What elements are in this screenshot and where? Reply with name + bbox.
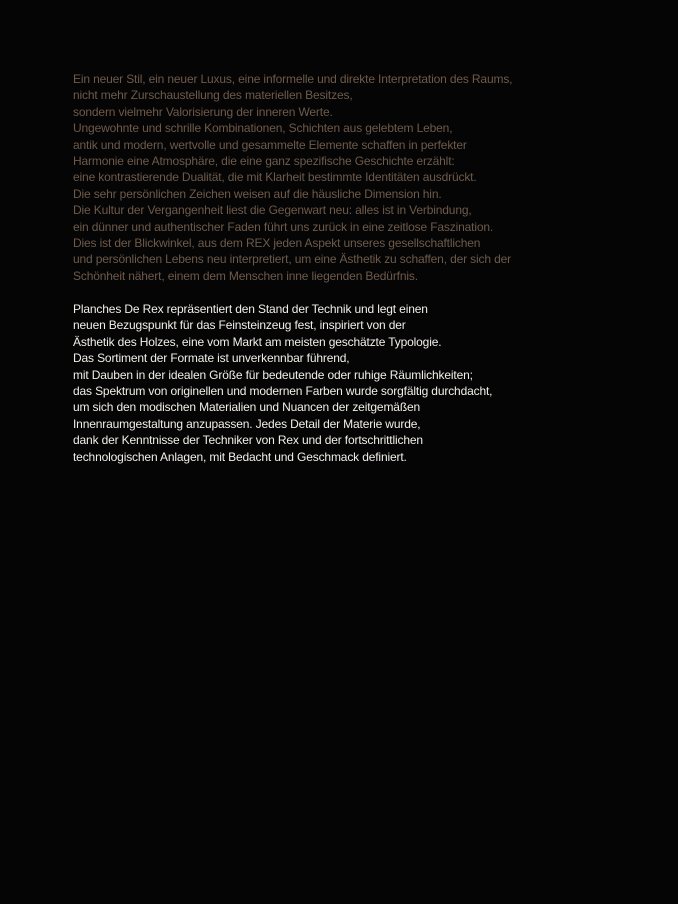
intro-paragraph [73, 71, 663, 284]
intro-line: eine kontrastierende Dualität, die mit Klarheit bestimmte Identitäten ausdrückt. [73, 170, 477, 185]
intro-line: und persönlichen Lebens neu interpretiert, um eine Ästhetik zu schaffen, der sich der [73, 252, 511, 267]
body-line: dank der Kenntnisse der Techniker von Rex und der fortschrittlichen [73, 433, 423, 448]
intro-line: Ungewohnte und schrille Kombinationen, Schichten aus gelebtem Leben, [73, 121, 453, 136]
body-line: technologischen Anlagen, mit Bedacht und Geschmack definiert. [73, 449, 407, 464]
product-description-paragraph [73, 301, 663, 465]
intro-line: Dies ist der Blickwinkel, aus dem REX jeden Aspekt unseres gesellschaftlichen [73, 235, 481, 250]
body-line: Innenraumgestaltung anzupassen. Jedes Detail der Materie wurde, [73, 416, 421, 431]
intro-line: ein dünner und authentischer Faden führt uns zurück in eine zeitlose Faszination. [73, 219, 494, 234]
intro-line: nicht mehr Zurschaustellung des materiellen Besitzes, [73, 88, 353, 103]
body-line: das Spektrum von originellen und modernen Farben wurde sorgfältig durchdacht, [73, 383, 493, 398]
intro-line: Harmonie eine Atmosphäre, die eine ganz spezifische Geschichte erzählt: [73, 153, 455, 168]
body-line: Planches De Rex repräsentiert den Stand der Technik und legt einen [73, 302, 428, 316]
body-line: mit Dauben in der idealen Größe für bedeutende oder ruhige Räumlichkeiten; [73, 367, 473, 382]
body-line: Das Sortiment der Formate ist unverkennbar führend, [73, 351, 350, 366]
intro-line: sondern vielmehr Valorisierung der inneren Werte. [73, 104, 333, 119]
intro-line: Schönheit nähert, einem dem Menschen inne liegenden Bedürfnis. [73, 268, 418, 283]
intro-line: Die Kultur der Vergangenheit liest die Gegenwart neu: alles ist in Verbindung, [73, 203, 472, 218]
intro-line: Die sehr persönlichen Zeichen weisen auf die häusliche Dimension hin. [73, 186, 442, 201]
body-line: Ästhetik des Holzes, eine vom Markt am meisten geschätzte Typologie. [73, 334, 442, 349]
intro-line: Ein neuer Stil, ein neuer Luxus, eine informelle und direkte Interpretation des Raums, [73, 72, 513, 86]
body-line: um sich den modischen Materialien und Nuancen der zeitgemäßen [73, 400, 421, 415]
body-line: neuen Bezugspunkt für das Feinsteinzeug fest, inspiriert von der [73, 318, 406, 333]
intro-line: antik und modern, wertvolle und gesammelte Elemente schaffen in perfekter [73, 137, 467, 152]
